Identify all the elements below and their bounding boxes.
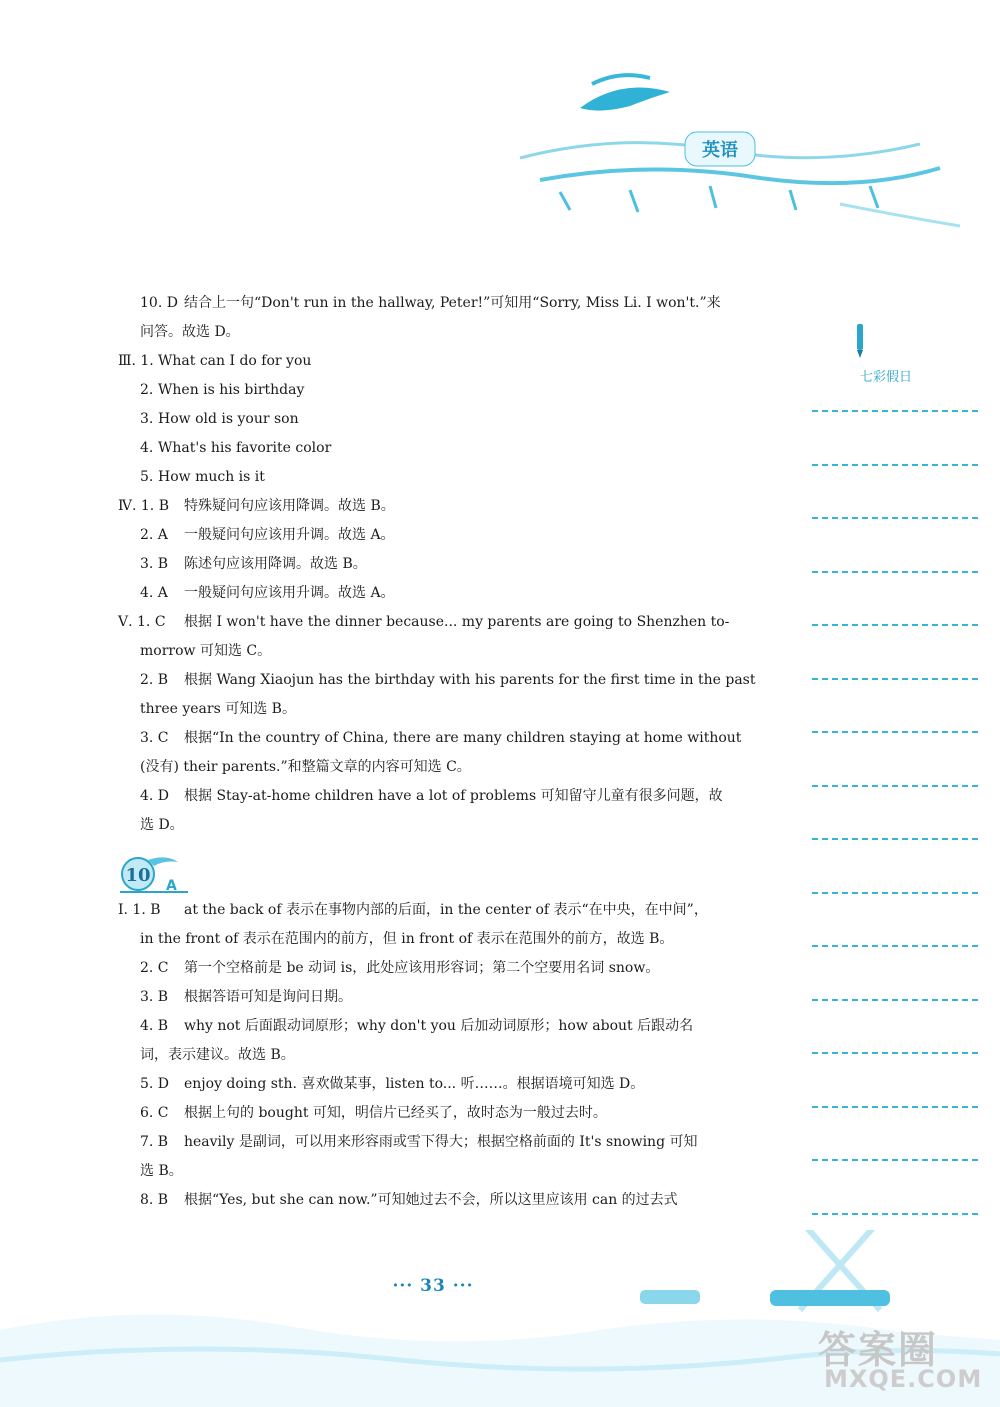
answer-text: 选 B。: [140, 1163, 183, 1179]
note-line: [812, 945, 978, 947]
note-line: [812, 624, 978, 626]
note-line: [812, 1213, 978, 1215]
answer-line: [118, 727, 748, 749]
answer-line: [118, 899, 748, 921]
unit-badge: [118, 852, 198, 896]
answer-number: 8. B: [140, 1192, 169, 1208]
note-line: [812, 571, 978, 573]
answer-number: 3. B: [140, 556, 169, 572]
answer-line: [118, 408, 748, 430]
answer-text: 根据 Wang Xiaojun has the birthday with his parents for the first time in the past: [184, 672, 756, 688]
answer-line: [118, 756, 748, 778]
answer-line: [118, 350, 748, 372]
watermark-cn: 答案圈: [818, 1328, 939, 1372]
sidebar-title: 七彩假日: [860, 370, 913, 385]
answer-text: why not 后面跟动词原形；why don't you 后加动词原形；how about 后跟动名: [184, 1018, 694, 1034]
answer-number: Ⅰ. 1. B: [118, 902, 161, 918]
answer-line: [118, 928, 748, 950]
answer-number: 2. C: [140, 960, 169, 976]
answer-number: Ⅴ. 1. C: [118, 614, 166, 630]
answer-text: 特殊疑问句应该用降调。故选 B。: [184, 498, 395, 514]
answer-text: How much is it: [158, 469, 265, 485]
answer-line: [118, 437, 748, 459]
note-line: [812, 785, 978, 787]
answer-line: [118, 1102, 748, 1124]
answer-number: Ⅲ. 1.: [118, 353, 154, 369]
answer-text: (没有) their parents.”和整篇文章的内容可知选 C。: [140, 759, 471, 775]
answer-line: [118, 1160, 748, 1182]
header-banner-art: [500, 40, 970, 240]
note-line: [812, 731, 978, 733]
answer-text: 根据“In the country of China, there are many children staying at home without: [184, 730, 742, 746]
answer-number: 3.: [140, 411, 154, 427]
answer-line: [118, 553, 748, 575]
answer-line: [118, 698, 748, 720]
answer-text: When is his birthday: [158, 382, 305, 398]
answer-number: 4.: [140, 440, 154, 456]
answer-line: [118, 495, 748, 517]
note-line: [812, 464, 978, 466]
answer-text: What can I do for you: [158, 353, 312, 369]
answer-number: 3. C: [140, 730, 169, 746]
answer-line: [118, 524, 748, 546]
answer-text: How old is your son: [158, 411, 299, 427]
answer-line: [118, 785, 748, 807]
note-line: [812, 1159, 978, 1161]
note-line: [812, 517, 978, 519]
answer-number: 2. A: [140, 527, 168, 543]
answer-number: 4. B: [140, 1018, 169, 1034]
page-number: ··· 33 ···: [392, 1276, 474, 1296]
answer-text: 陈述句应该用降调。故选 B。: [184, 556, 367, 572]
answer-text: 根据“Yes, but she can now.”可知她过去不会，所以这里应该用 can 的过去式: [184, 1192, 678, 1208]
answer-text: 根据 Stay-at-home children have a lot of problems 可知留守儿童有很多问题，故: [184, 788, 723, 804]
header-subject-label: 英语: [702, 140, 738, 161]
answer-number: Ⅳ. 1. B: [118, 498, 169, 514]
note-line: [812, 999, 978, 1001]
answer-text: morrow 可知选 C。: [140, 643, 272, 659]
answer-line: [118, 466, 748, 488]
answer-number: 7. B: [140, 1134, 169, 1150]
note-line: [812, 892, 978, 894]
answer-text: 根据上句的 bought 可知，明信片已经买了，故时态为一般过去时。: [184, 1105, 607, 1121]
pencil-icon: [852, 322, 870, 362]
answer-line: [118, 292, 748, 314]
answer-number: 10. D: [140, 295, 178, 311]
answer-line: [118, 957, 748, 979]
answer-text: What's his favorite color: [158, 440, 332, 456]
answer-line: [118, 986, 748, 1008]
note-line: [812, 1052, 978, 1054]
answer-number: 2.: [140, 382, 154, 398]
answer-text: three years 可知选 B。: [140, 701, 296, 717]
answer-text: 选 D。: [140, 817, 184, 833]
answer-text: 一般疑问句应该用升调。故选 A。: [184, 585, 395, 601]
answer-number: 6. C: [140, 1105, 169, 1121]
watermark: [800, 1315, 990, 1395]
answer-line: [118, 379, 748, 401]
note-line: [812, 678, 978, 680]
answer-line: [118, 1131, 748, 1153]
unit-number: 10: [125, 865, 151, 886]
answer-text: 结合上一句“Don't run in the hallway, Peter!”可知用“Sorry, Miss Li. I won't.”来: [184, 295, 721, 311]
answer-line: [118, 814, 748, 836]
answer-number: 3. B: [140, 989, 169, 1005]
answer-line: [118, 640, 748, 662]
answer-text: 词，表示建议。故选 B。: [140, 1047, 295, 1063]
answer-number: 4. D: [140, 788, 170, 804]
note-line: [812, 1106, 978, 1108]
answer-text: heavily 是副词，可以用来形容雨或雪下得大；根据空格前面的 It's snowing 可知: [184, 1134, 698, 1150]
note-line: [812, 838, 978, 840]
answer-text: in the front of 表示在范围内的前方，但 in front of 表示在范围外的前方，故选 B。: [140, 931, 674, 947]
answer-text: 问答。故选 D。: [140, 324, 240, 340]
answer-line: [118, 1044, 748, 1066]
answer-line: [118, 669, 756, 691]
note-line: [812, 410, 978, 412]
answer-text: enjoy doing sth. 喜欢做某事，listen to... 听……。根据语境可知选 D。: [184, 1076, 645, 1092]
answer-text: 一般疑问句应该用升调。故选 A。: [184, 527, 395, 543]
answer-line: [118, 1189, 748, 1211]
answer-number: 2. B: [140, 672, 169, 688]
answer-number: 5. D: [140, 1076, 170, 1092]
answer-text: 第一个空格前是 be 动词 is，此处应该用形容词；第二个空要用名词 snow。: [184, 960, 660, 976]
answer-text: 根据答语可知是询问日期。: [184, 989, 352, 1005]
watermark-en: MXQE.COM: [824, 1365, 983, 1393]
answer-line: [118, 611, 748, 633]
answer-text: at the back of 表示在事物内部的后面，in the center of 表示“在中央，在中间”，: [184, 902, 708, 918]
answer-text: 根据 I won't have the dinner because... my parents are going to Shenzhen to-: [184, 614, 730, 630]
answer-line: [118, 321, 748, 343]
answer-line: [118, 1015, 748, 1037]
answer-number: 5.: [140, 469, 154, 485]
unit-letter: A: [166, 878, 177, 894]
answer-line: [118, 1073, 748, 1095]
answer-number: 4. A: [140, 585, 168, 601]
answer-line: [118, 582, 748, 604]
